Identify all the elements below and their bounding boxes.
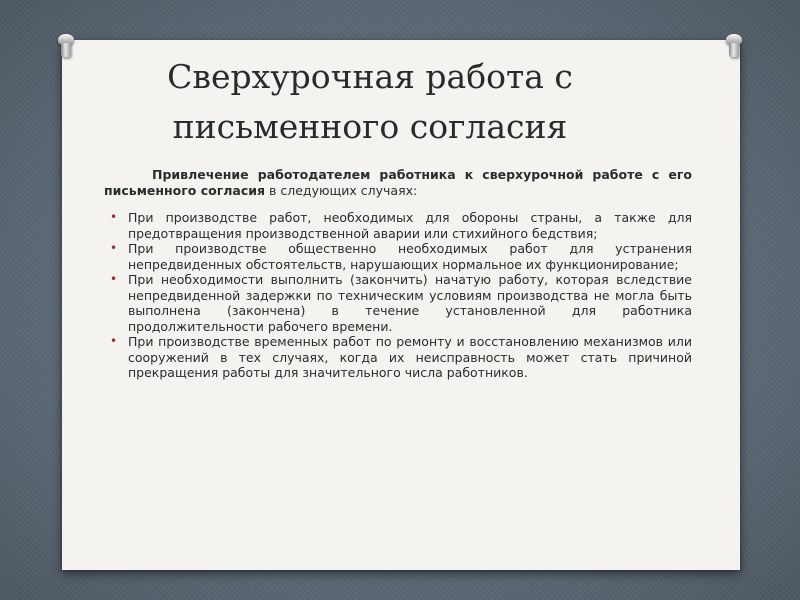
intro-rest-text: в следующих случаях: <box>265 182 418 198</box>
intro-bold-text: Привлечение работодателем работника к сверхурочной работе с его письменного согласия <box>104 167 692 198</box>
list-item-text: При производстве общественно необходимых работ для устранения непредвиденных обстоятельств, нарушающих нормальное их функционирование; <box>128 241 692 272</box>
bullet-icon: • <box>110 210 118 224</box>
list-item-text: При необходимости выполнить (закончить) начатую работу, которая вследствие непредвиденной задержки по техническим условиям производства не могла быть выполнена (закончена) в течение установленной для работника продолжительности рабочего времени. <box>128 272 692 334</box>
list-item <box>104 272 692 334</box>
bullet-icon: • <box>110 334 118 348</box>
conditions-list <box>104 210 692 381</box>
bullet-icon: • <box>110 272 118 286</box>
list-item-text: При производстве работ, необходимых для обороны страны, а также для предотвращения производственной аварии или стихийного бедствия; <box>128 210 692 241</box>
slide-title: Сверхурочная работа с письменного согласия <box>167 57 573 146</box>
slide-content <box>104 167 692 381</box>
intro-paragraph <box>104 167 692 198</box>
list-item-text: При производстве временных работ по ремонту и восстановлению механизмов или сооружений в тех случаях, когда их неисправность может стать причиной прекращения работы для значительного числа работников. <box>128 334 692 380</box>
bullet-icon: • <box>110 241 118 255</box>
list-item <box>104 334 692 381</box>
list-item <box>104 241 692 272</box>
pushpin-icon <box>726 34 742 60</box>
list-item <box>104 210 692 241</box>
